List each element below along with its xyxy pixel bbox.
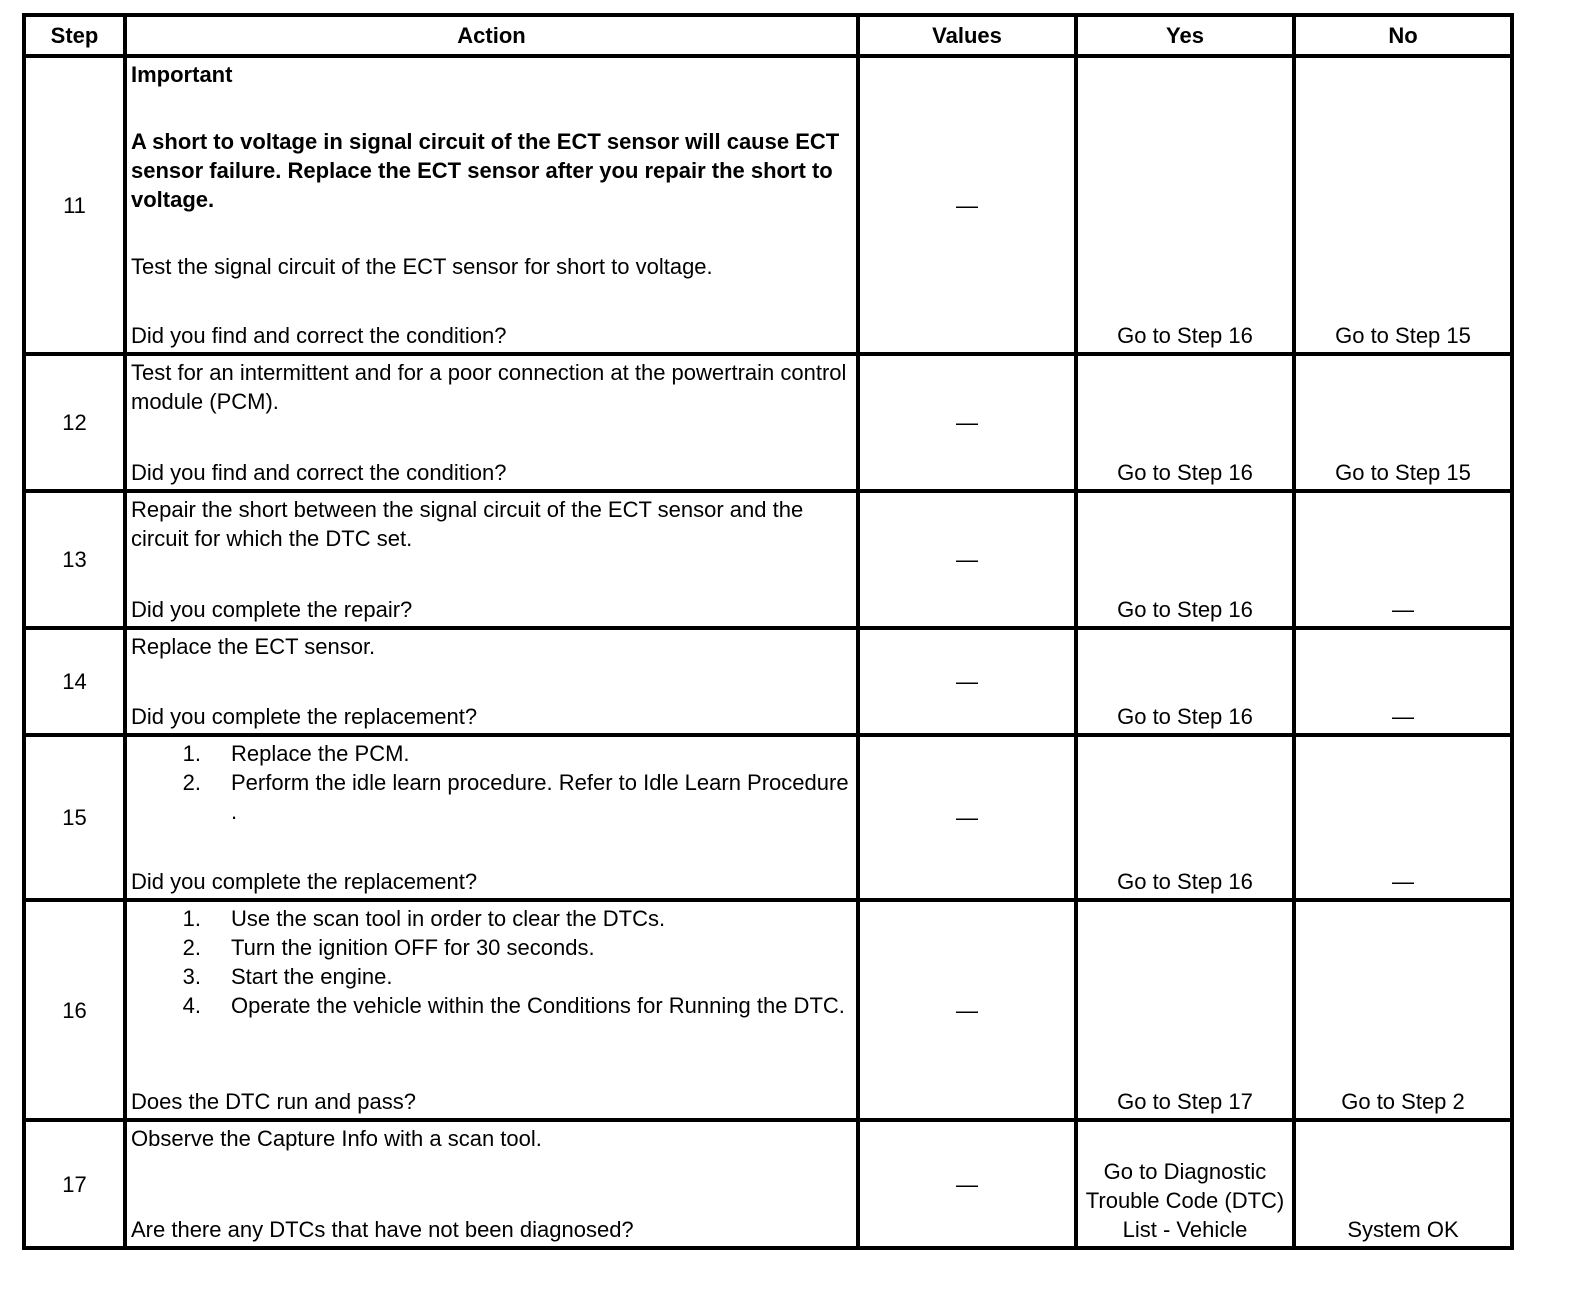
header-values: Values: [860, 17, 1074, 54]
yes-cell: [1078, 1122, 1292, 1246]
yes-result: Go to Step 16: [1117, 323, 1253, 348]
no-cell: [1296, 356, 1510, 489]
action-text: Replace the ECT sensor.: [131, 634, 376, 659]
yes-result: Go to Step 16: [1117, 597, 1253, 622]
header-yes: Yes: [1078, 17, 1292, 54]
yes-result: Go to Step 16: [1117, 869, 1253, 894]
list-number: 2.: [182, 770, 201, 795]
no-result: —: [1392, 704, 1414, 729]
list-item: [131, 904, 852, 933]
no-cell: [1296, 737, 1510, 898]
action-text: Test the signal circuit of the ECT sensor for short to voltage.: [131, 254, 713, 279]
list-item: [131, 739, 852, 768]
no-result: —: [1392, 869, 1414, 894]
values-cell: —: [860, 493, 1074, 626]
no-result: —: [1392, 597, 1414, 622]
yes-result: Go to Diagnostic Trouble Code (DTC) List - Vehicle: [1085, 1159, 1285, 1242]
list-item: [131, 933, 852, 962]
action-cell: [127, 737, 856, 898]
yes-cell: [1078, 630, 1292, 733]
list-text: Start the engine.: [231, 964, 393, 989]
action-cell: [127, 1122, 856, 1246]
no-cell: [1296, 630, 1510, 733]
step-cell: 16: [26, 902, 123, 1118]
action-text: Repair the short between the signal circuit of the ECT sensor and the circuit for which the DTC set.: [131, 497, 804, 551]
question-text: Did you complete the replacement?: [131, 869, 478, 894]
list-text: Perform the idle learn procedure. Refer to Idle Learn Procedure .: [231, 770, 849, 824]
no-result: System OK: [1347, 1217, 1459, 1242]
action-cell: [127, 58, 856, 352]
list-text: Use the scan tool in order to clear the DTCs.: [231, 906, 666, 931]
no-cell: [1296, 493, 1510, 626]
list-text: Replace the PCM.: [231, 741, 410, 766]
list-number: 3.: [182, 964, 201, 989]
values-cell: —: [860, 630, 1074, 733]
step-cell: 14: [26, 630, 123, 733]
diagnostic-table: [22, 13, 1514, 1250]
header-step: Step: [26, 17, 123, 54]
list-item: [131, 768, 852, 826]
values-cell: —: [860, 1122, 1074, 1246]
values-cell: —: [860, 737, 1074, 898]
question-text: Does the DTC run and pass?: [131, 1089, 416, 1114]
question-text: Did you complete the repair?: [131, 597, 413, 622]
no-cell: [1296, 1122, 1510, 1246]
step-cell: 13: [26, 493, 123, 626]
no-cell: [1296, 902, 1510, 1118]
action-text: Test for an intermittent and for a poor connection at the powertrain control module (PCM).: [131, 360, 847, 414]
yes-result: Go to Step 17: [1117, 1089, 1253, 1114]
question-text: Did you find and correct the condition?: [131, 460, 507, 485]
yes-result: Go to Step 16: [1117, 460, 1253, 485]
list-item: [131, 991, 852, 1020]
values-cell: —: [860, 902, 1074, 1118]
action-text: Observe the Capture Info with a scan tool.: [131, 1126, 542, 1151]
list-number: 1.: [182, 741, 201, 766]
list-number: 2.: [182, 935, 201, 960]
yes-cell: [1078, 493, 1292, 626]
question-text: Are there any DTCs that have not been diagnosed?: [131, 1217, 634, 1242]
important-label: Important: [131, 62, 233, 87]
list-text: Operate the vehicle within the Conditions for Running the DTC.: [231, 993, 845, 1018]
warning-text: A short to voltage in signal circuit of the ECT sensor will cause ECT sensor failure. Replace the ECT sensor after you repair the short to voltage.: [131, 129, 840, 212]
no-result: Go to Step 15: [1335, 323, 1471, 348]
step-cell: 12: [26, 356, 123, 489]
yes-cell: [1078, 58, 1292, 352]
step-cell: 17: [26, 1122, 123, 1246]
spacer: [131, 89, 852, 127]
header-action: Action: [127, 17, 856, 54]
no-result: Go to Step 15: [1335, 460, 1471, 485]
yes-result: Go to Step 16: [1117, 704, 1253, 729]
header-no: No: [1296, 17, 1510, 54]
list-item: [131, 962, 852, 991]
action-cell: [127, 356, 856, 489]
yes-cell: [1078, 356, 1292, 489]
spacer: [131, 214, 852, 252]
list-number: 4.: [182, 993, 201, 1018]
step-cell: 11: [26, 58, 123, 352]
action-cell: [127, 630, 856, 733]
list-number: 1.: [182, 906, 201, 931]
action-cell: [127, 902, 856, 1118]
step-cell: 15: [26, 737, 123, 898]
values-cell: —: [860, 356, 1074, 489]
values-cell: —: [860, 58, 1074, 352]
action-cell: [127, 493, 856, 626]
yes-cell: [1078, 737, 1292, 898]
action-steps-list: [131, 739, 852, 826]
yes-cell: [1078, 902, 1292, 1118]
no-cell: [1296, 58, 1510, 352]
question-text: Did you complete the replacement?: [131, 704, 478, 729]
no-result: Go to Step 2: [1341, 1089, 1465, 1114]
list-text: Turn the ignition OFF for 30 seconds.: [231, 935, 595, 960]
action-steps-list: [131, 904, 852, 1020]
question-text: Did you find and correct the condition?: [131, 323, 507, 348]
